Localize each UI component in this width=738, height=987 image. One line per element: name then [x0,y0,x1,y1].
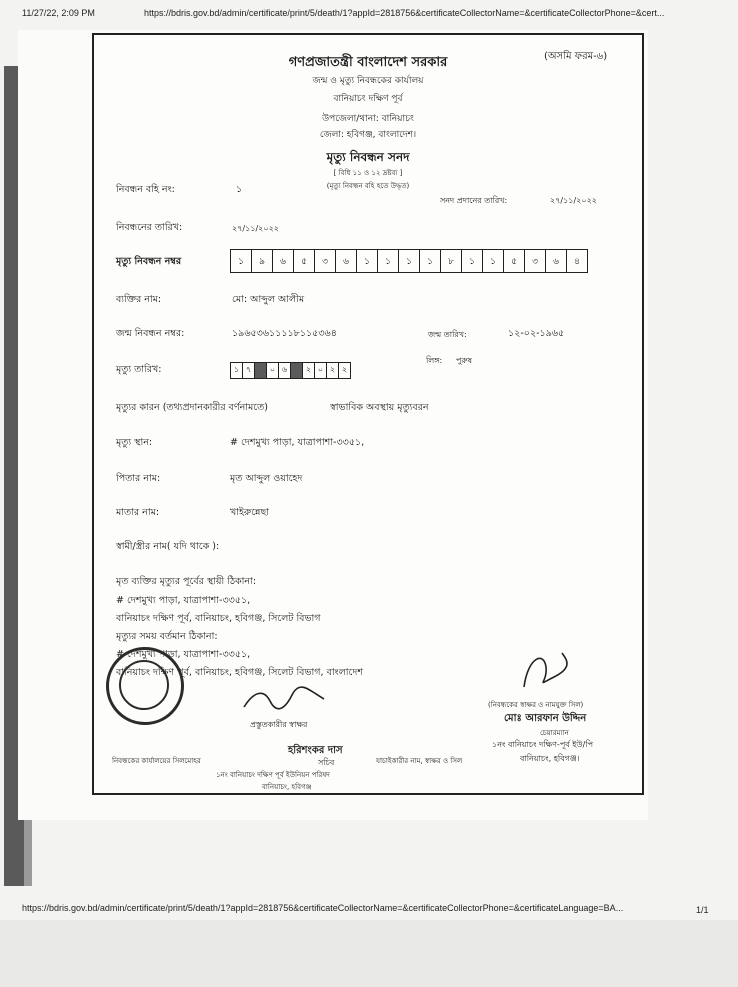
book-no-value: ১ [236,184,243,195]
reg-no-digit: ১ [399,250,420,272]
form-label: (অসমি ফরম-৬) [544,51,608,62]
secretary-title: সচিব [318,758,335,767]
cause-label: মৃত্যুর কারন (তথ্যপ্রদানকারীর বর্ণনামতে) [116,402,268,413]
registrar-name: মোঃ আরফান উদ্দিন [504,713,587,724]
father-label: পিতার নাম: [116,473,161,484]
issue-date-value: ২৭/১১/২০২২ [550,196,597,205]
issue-date-label: সনদ প্রদানের তারিখ: [440,196,508,205]
current-address-label: মৃত্যুর সময় বর্তমান ঠিকানা: [116,631,218,642]
death-date-digit: ৭ [243,363,255,378]
certificate-title: মৃত্যু নিবন্ধন সনদ [326,150,410,164]
gender-value: পুরুষ [456,356,472,365]
reg-no-digit: ১ [231,250,252,272]
union-name: বানিয়াচং দক্ষিণ পূর্ব [333,94,403,104]
death-date-digit [291,363,303,378]
reg-no-digit: ১ [462,250,483,272]
reg-no-digit: ৮ [441,250,462,272]
current-address-line2: বানিয়াচং দক্ষিণ পূর্ব, বানিয়াচং, হবিগঞ্জ, সিলেট বিভাগ, বাংলাদেশ [116,667,363,678]
government-title: গণপ্রজাতন্ত্রী বাংলাদেশ সরকার [288,55,448,70]
mother-label: মাতার নাম: [116,507,160,518]
dob-value: ১২-০২-১৯৬৫ [508,328,565,339]
upazila-name: উপজেলা/থানা: বানিয়াচং [322,114,414,124]
district-name: জেলা: হবিগঞ্জ, বাংলাদেশ। [319,130,417,140]
death-place-label: মৃত্যু স্থান: [116,437,153,448]
death-date-digit: ২ [327,363,339,378]
print-url-header: https://bdris.gov.bd/admin/certificate/print/5/death/1?appId=2818756&certificateCollectorName=&certificateCollectorPhone=&cert... [144,8,665,18]
registrar-signature [514,647,574,697]
current-address-line1: # দেশমুখ্য পাড়া, যাত্রাপাশা-৩৩৫১, [116,649,251,660]
seal-emblem [119,660,169,710]
preparer-signature [240,685,330,715]
reg-no-digit: ১ [420,250,441,272]
dob-label: জন্ম তারিখ: [428,330,467,339]
death-place-value: # দেশমুখ্য পাড়া, যাত্রাপাশা-৩৩৫১, [230,437,365,448]
secretary-office: ১নং বানিয়াচং দক্ষিণ পূর্ব ইউনিয়ন পরিষদ [216,771,330,779]
preparer-label: প্রস্তুতকারীর স্বাক্ষর [250,720,308,729]
reg-no-digit: ১ [357,250,378,272]
gender-label: লিঙ্গ: [426,356,443,365]
spouse-label: স্বামী/স্ত্রীর নাম( যদি থাকে ): [116,541,220,552]
reg-date-label: নিবন্ধনের তারিখ: [116,222,183,233]
death-date-digit: ২ [303,363,315,378]
permanent-address-line1: # দেশমুখ্য পাড়া, যাত্রাপাশা-৩৩৫১, [116,595,251,606]
rule-reference: [ বিধি ১১ ও ১২ দ্রষ্টব্য ] [333,169,403,177]
death-date-label: মৃত্যু তারিখ: [116,364,162,375]
print-footer-area [0,920,738,987]
registrar-signature-label: (নিবন্ধকের স্বাক্ষর ও নামযুক্ত সিল) [488,701,584,709]
reg-no-digit: ৬ [336,250,357,272]
seal-label: নিবন্ধকের কার্যালয়ের সিলমোহর [112,757,201,765]
registrar-office: ১নং বানিয়াচং দক্ষিণ-পূর্ব ইউ/পি [492,740,594,749]
reg-no-digit: ১ [378,250,399,272]
death-date-digit: ০ [315,363,327,378]
reg-no-digit: ৫ [504,250,525,272]
father-value: মৃত আব্দুল ওয়াহেদ [230,473,303,484]
death-reg-no-label: মৃত্যু নিবন্ধন নম্বর [116,256,182,267]
registrar-title: চেয়ারম্যান [540,729,569,737]
death-date-digit: ৬ [279,363,291,378]
person-name-label: ব্যক্তির নাম: [116,294,162,305]
death-date-digit: ১ [231,363,243,378]
office-title: জন্ম ও মৃত্যু নিবন্ধকের কার্যালয় [312,76,424,86]
death-date-digit: ০ [267,363,279,378]
death-certificate [92,33,644,795]
reg-no-digit: ৬ [546,250,567,272]
print-url-footer: https://bdris.gov.bd/admin/certificate/print/5/death/1?appId=2818756&certificateCollectorName=&certificateCollectorPhone=&certificateLanguage=BA... [22,903,624,913]
book-no-label: নিবন্ধন বহি নং: [116,184,175,195]
office-seal [106,647,184,725]
excerpt-note: (মৃত্যু নিবন্ধন বহি হতে উদ্ধৃত) [326,182,410,190]
reg-no-digit: ৩ [315,250,336,272]
registrar-place: বানিয়াচং, হবিগঞ্জ। [520,754,580,763]
death-date-digit [255,363,267,378]
reg-no-digit: ১ [483,250,504,272]
birth-reg-label: জন্ম নিবন্ধন নম্বর: [116,328,185,339]
reg-no-digit: ৩ [525,250,546,272]
person-name-value: মো: আব্দুল আলীম [232,294,305,305]
death-reg-no-boxes [230,249,588,273]
secretary-place: বানিয়াচং, হবিগঞ্জ [262,783,312,791]
permanent-address-line2: বানিয়াচং দক্ষিণ পূর্ব, বানিয়াচং, হবিগঞ্জ, সিলেট বিভাগ [116,613,321,624]
reg-no-digit: ৯ [252,250,273,272]
reg-date-value: ২৭/১১/২০২২ [232,224,279,233]
permanent-address-label: মৃত ব্যক্তির মৃত্যুর পূর্বের স্থায়ী ঠিকানা: [116,576,257,587]
print-datetime: 11/27/22, 2:09 PM [22,8,95,18]
reg-no-digit: ৬ [273,250,294,272]
birth-reg-value: ১৯৬৫৩৬১১১১৮১১৫৩৬৪ [232,328,337,339]
death-date-boxes [230,362,351,379]
secretary-name: হরিশংকর দাস [288,745,343,756]
reg-no-digit: ৪ [574,256,580,267]
page-counter: 1/1 [696,905,709,915]
cause-value: স্বাভাবিক অবস্থায় মৃত্যুবরন [330,402,429,413]
verifier-label: যাচাইকারীর নাম, স্বাক্ষর ও সিল [376,757,463,765]
mother-value: খাইরুন্নেছা [230,507,269,518]
reg-no-digit: ৫ [294,250,315,272]
death-date-digit: ২ [341,365,348,374]
